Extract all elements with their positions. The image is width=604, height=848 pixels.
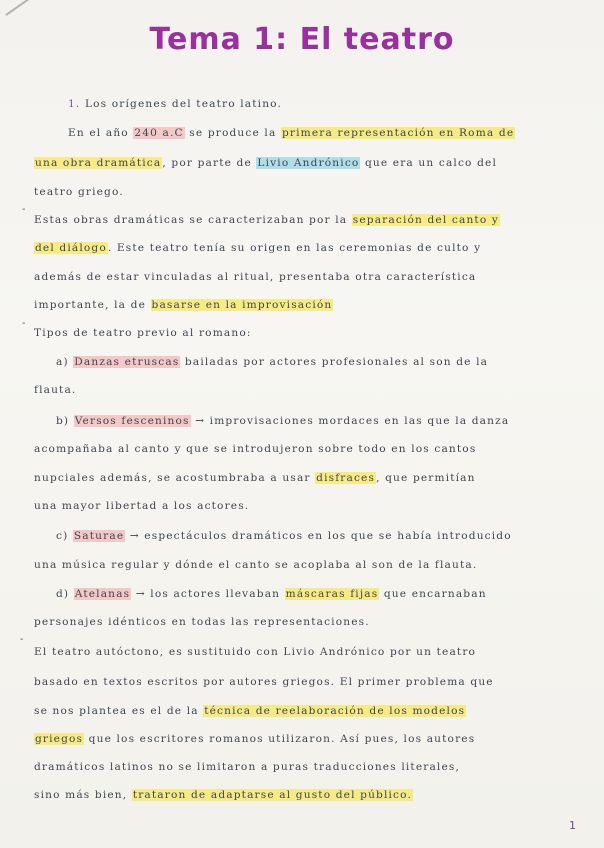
text-segment: se produce la xyxy=(184,127,281,139)
page-number: 1 xyxy=(569,819,576,832)
text-line xyxy=(34,646,476,658)
text-line xyxy=(34,214,500,226)
highlighted-text: Danzas etruscas xyxy=(74,356,180,368)
text-line xyxy=(34,271,476,283)
highlighted-text: Atelanas xyxy=(74,588,131,600)
text-segment: se nos plantea es el de la xyxy=(34,705,204,717)
text-line xyxy=(34,472,476,484)
highlighted-text: Versos fesceninos xyxy=(74,415,190,427)
dash-mark: - xyxy=(20,634,24,645)
highlighted-text: una obra dramática xyxy=(35,157,162,169)
text-line xyxy=(34,157,497,169)
text-segment: b) xyxy=(56,415,74,427)
text-line xyxy=(34,384,76,396)
text-segment: . Este teatro tenía su origen en las ceremonias de culto y xyxy=(107,242,482,254)
text-line xyxy=(34,242,481,254)
section-heading xyxy=(68,98,282,110)
text-segment: Los orígenes del teatro latino. xyxy=(84,98,283,110)
text-line xyxy=(34,299,333,311)
text-line xyxy=(34,327,252,339)
highlighted-text: Saturae xyxy=(73,530,125,542)
list-item-d xyxy=(56,588,487,600)
text-segment: bailadas por actores profesionales al son de la xyxy=(180,356,489,368)
text-segment: una mayor libertad a los actores. xyxy=(34,500,250,512)
text-segment: una música regular y dónde el canto se acoplaba al son de la flauta. xyxy=(34,559,478,571)
text-segment: teatro griego. xyxy=(34,186,124,198)
list-item-c xyxy=(56,530,512,542)
text-line xyxy=(68,127,515,139)
text-line xyxy=(34,761,460,773)
text-line xyxy=(34,616,370,628)
text-segment: , por parte de xyxy=(162,157,257,169)
text-segment: además de estar vinculadas al ritual, presentaba otra característica xyxy=(34,271,477,283)
text-segment: que era un calco del xyxy=(360,157,497,169)
text-segment: personajes idénticos en todas las representaciones. xyxy=(34,616,370,628)
highlighted-text: griegos xyxy=(35,733,84,745)
list-item-a xyxy=(56,356,488,368)
text-segment: d) xyxy=(56,588,74,600)
text-segment: que los escritores romanos utilizaron. Así pues, los autores xyxy=(84,733,476,745)
highlighted-text: máscaras fijas xyxy=(285,588,379,600)
text-line xyxy=(34,443,476,455)
text-segment: 1. xyxy=(68,98,85,110)
highlighted-text: basarse en la improvisación xyxy=(151,299,333,311)
text-segment: → los actores llevaban xyxy=(131,588,285,600)
text-segment: Tipos de teatro previo al romano: xyxy=(34,327,252,339)
highlighted-text: primera representación en Roma de xyxy=(281,127,515,139)
text-segment: que encarnaban xyxy=(379,588,487,600)
text-segment: → improvisaciones mordaces en las que la danza xyxy=(190,415,510,427)
text-segment: a) xyxy=(56,356,74,368)
dash-mark: - xyxy=(22,318,26,329)
text-segment: flauta. xyxy=(34,384,77,396)
text-segment: sino más bien, xyxy=(34,789,132,801)
highlighted-text: 240 a.C xyxy=(134,127,184,139)
list-item-b xyxy=(56,415,509,427)
text-segment: c) xyxy=(56,530,73,542)
highlighted-text: disfraces xyxy=(316,472,376,484)
text-segment: → espectáculos dramáticos en los que se había introducido xyxy=(125,530,512,542)
text-line xyxy=(34,705,466,717)
text-segment: acompañaba al canto y que se introdujeron sobre todo en los cantos xyxy=(34,443,477,455)
text-segment: En el año xyxy=(68,127,134,139)
text-segment: basado en textos escritos por autores griegos. El primer problema que xyxy=(34,676,494,688)
text-segment: , que permitían xyxy=(376,472,476,484)
text-line xyxy=(34,733,475,745)
pencil-mark xyxy=(5,0,34,16)
text-line xyxy=(34,789,413,801)
dash-mark: - xyxy=(22,204,26,215)
highlighted-text: trataron de adaptarse al gusto del público. xyxy=(132,789,413,801)
text-segment: El teatro autóctono, es sustituido con Livio Andrónico por un teatro xyxy=(34,646,477,658)
text-line xyxy=(34,676,494,688)
text-segment: importante, la de xyxy=(34,299,151,311)
text-line xyxy=(34,186,124,198)
text-segment: nupciales además, se acostumbraba a usar xyxy=(34,472,316,484)
text-line xyxy=(34,500,249,512)
highlighted-text: Livio Andrónico xyxy=(257,157,360,169)
text-segment: Estas obras dramáticas se caracterizaban por la xyxy=(34,214,352,226)
text-line xyxy=(34,559,477,571)
text-segment: dramáticos latinos no se limitaron a puras traducciones literales, xyxy=(34,761,460,773)
highlighted-text: del diálogo xyxy=(35,242,107,254)
page-title: Tema 1: El teatro xyxy=(149,22,455,57)
highlighted-text: técnica de reelaboración de los modelos xyxy=(204,705,466,717)
highlighted-text: separación del canto y xyxy=(352,214,500,226)
